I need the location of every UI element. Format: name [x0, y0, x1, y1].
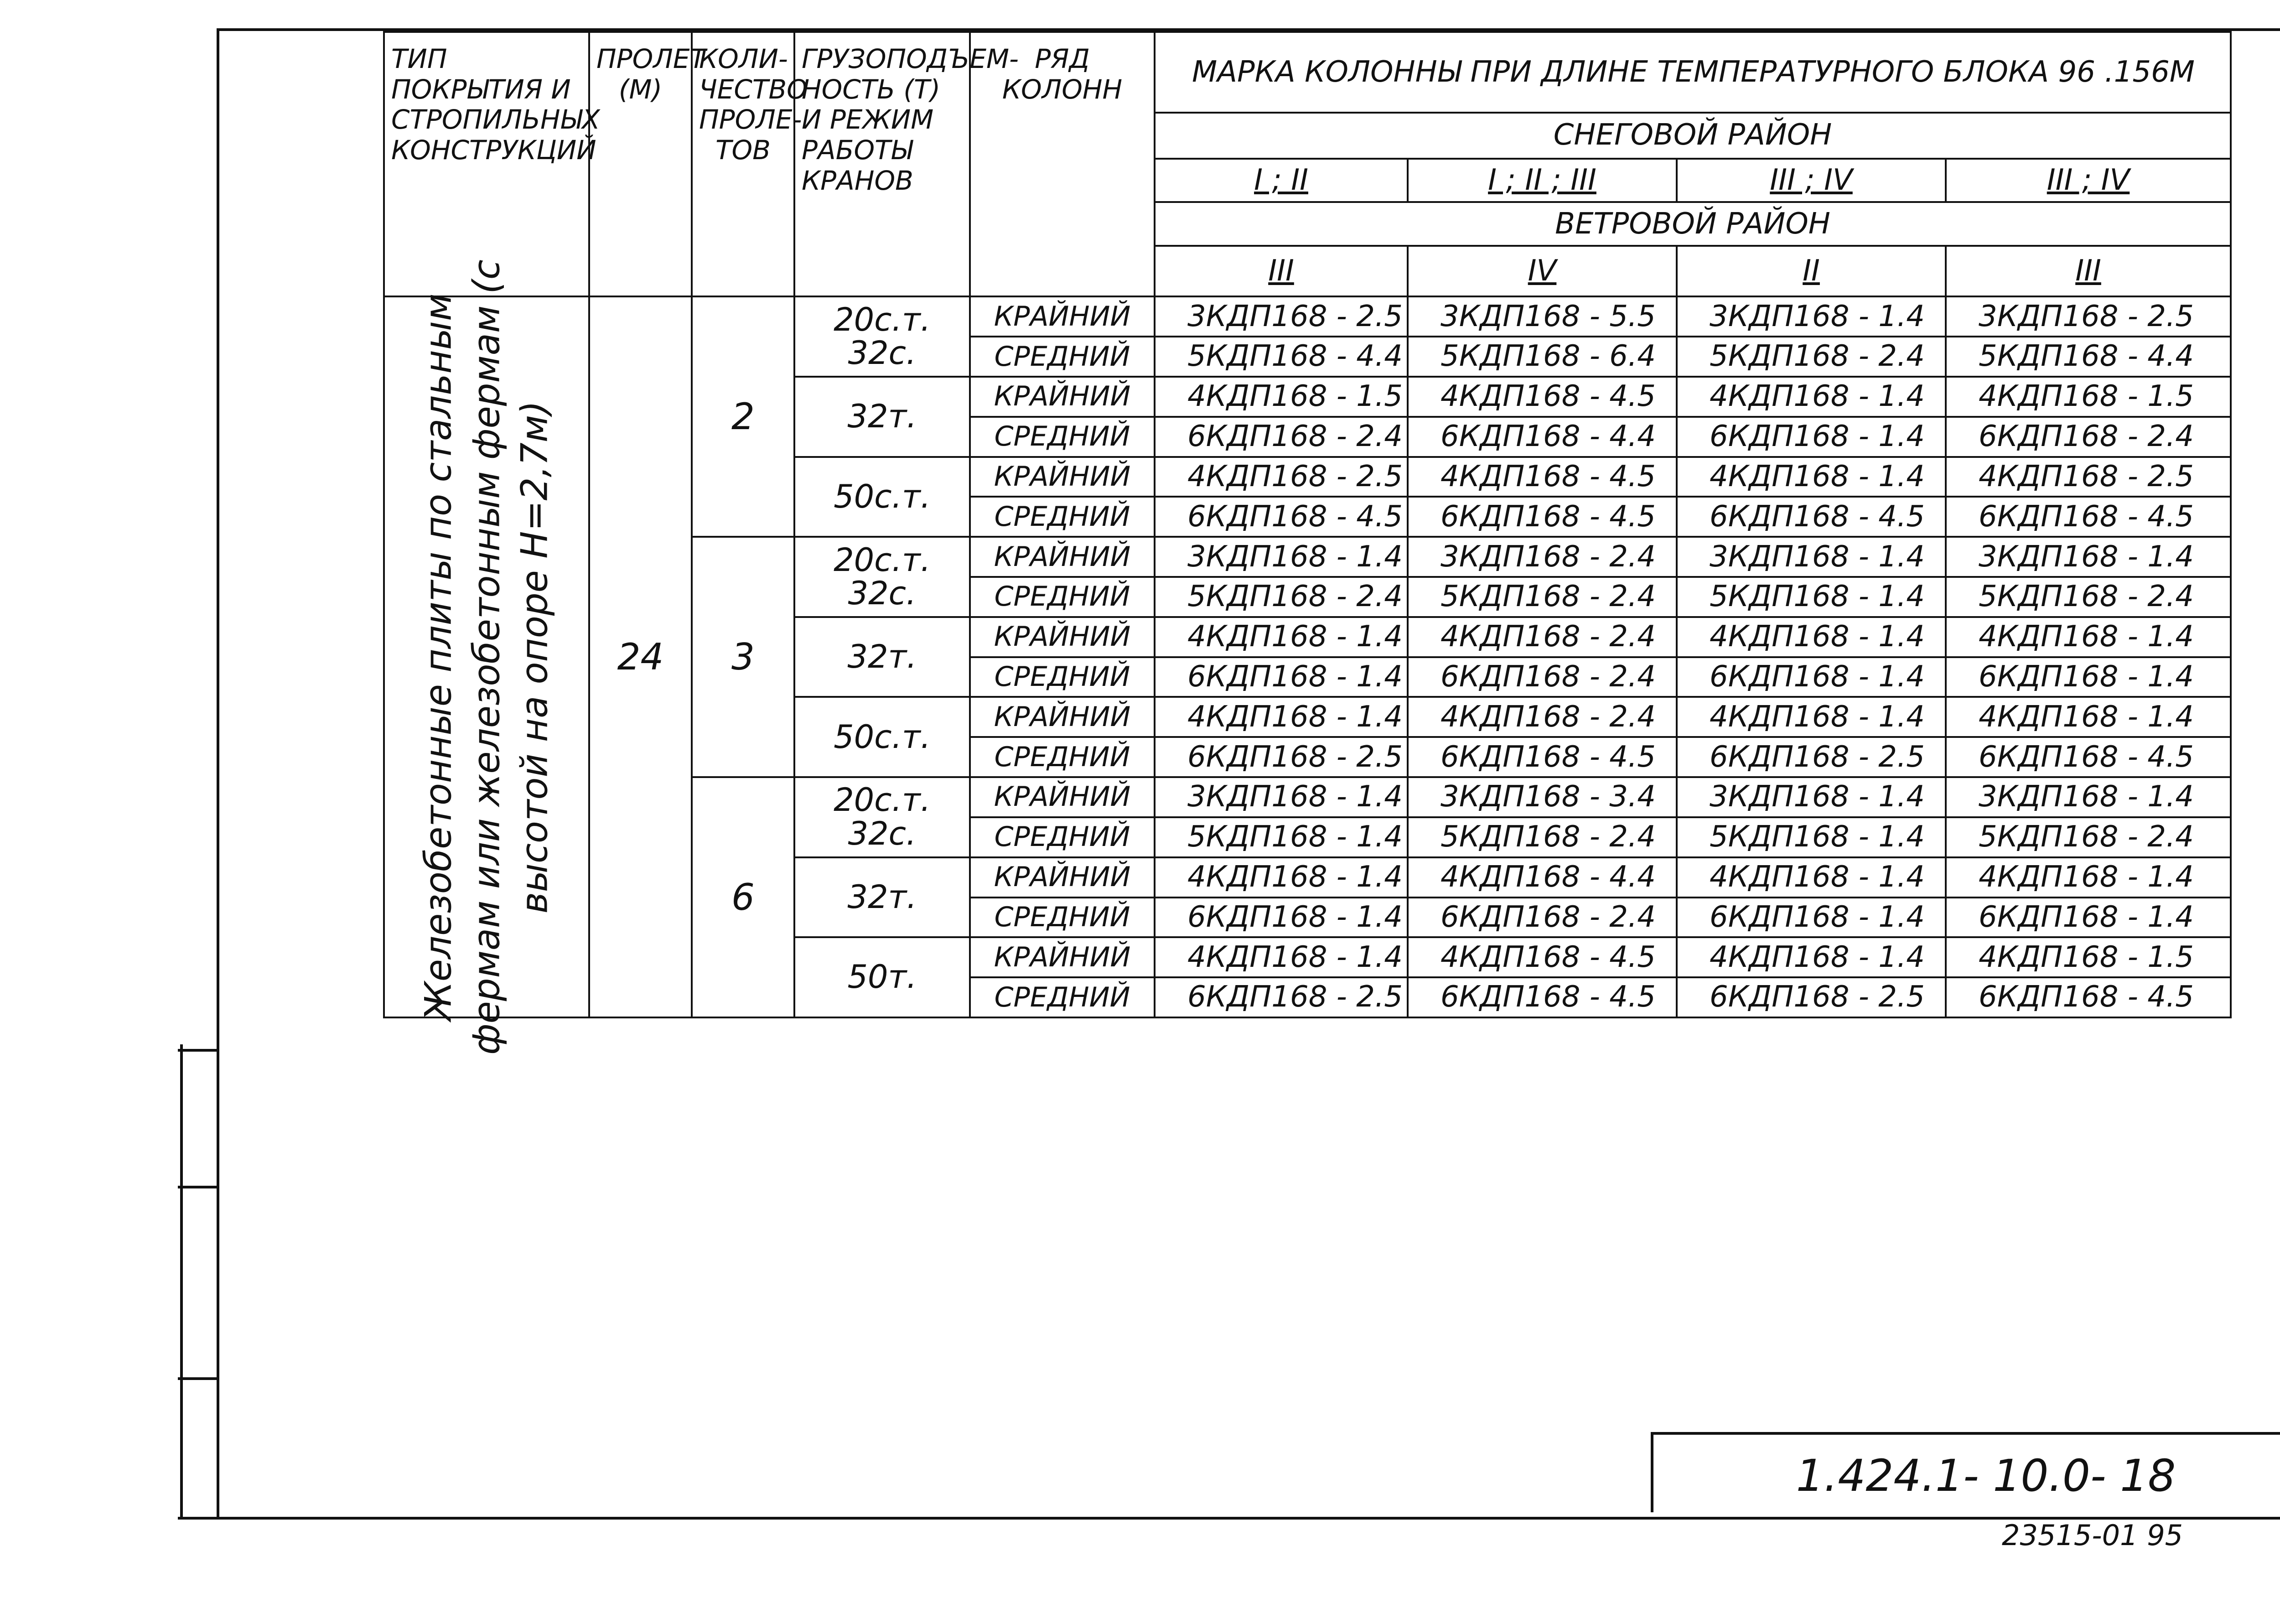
column-mark: 5КДП168 - 2.4 [1408, 577, 1677, 617]
column-mark: 6КДП168 - 1.4 [1155, 657, 1408, 697]
column-mark: 5КДП168 - 2.4 [1946, 577, 2231, 617]
column-mark: 4КДП168 - 2.5 [1155, 457, 1408, 497]
wind-group-1: III [1155, 246, 1408, 296]
crane-capacity: 20с.т. 32с. [794, 296, 970, 377]
column-mark: 3КДП168 - 1.4 [1946, 537, 2231, 577]
column-mark: 6КДП168 - 4.5 [1155, 497, 1408, 537]
column-mark: 6КДП168 - 4.5 [1408, 737, 1677, 777]
header-span: ПРОЛЕТ (М) [589, 32, 692, 296]
column-mark: 4КДП168 - 4.5 [1408, 937, 1677, 977]
column-row-label: КРАЙНИЙ [970, 697, 1155, 737]
crane-capacity: 32т. [794, 617, 970, 697]
column-mark: 6КДП168 - 4.5 [1677, 497, 1946, 537]
snow-group-2: I ; II ; III [1408, 159, 1677, 202]
column-mark: 3КДП168 - 3.4 [1408, 777, 1677, 817]
construction-type-cell [384, 259, 589, 1055]
snow-group-3: III ; IV [1677, 159, 1946, 202]
binding-strip-tick-2 [178, 1186, 219, 1188]
column-mark: 5КДП168 - 6.4 [1408, 337, 1677, 377]
column-mark: 3КДП168 - 1.4 [1946, 777, 2231, 817]
crane-capacity: 50т. [794, 937, 970, 1017]
binding-strip-line [180, 1044, 183, 1519]
column-mark: 3КДП168 - 2.5 [1946, 296, 2231, 337]
header-type: ТИП ПОКРЫТИЯ И СТРОПИЛЬНЫХ КОНСТРУКЦИЙ [384, 32, 589, 296]
column-mark: 6КДП168 - 2.4 [1155, 417, 1408, 457]
column-mark: 4КДП168 - 4.5 [1408, 377, 1677, 417]
span-count: 6 [692, 777, 794, 1017]
column-mark: 3КДП168 - 2.5 [1155, 296, 1408, 337]
column-mark: 3КДП168 - 2.4 [1408, 537, 1677, 577]
column-mark: 6КДП168 - 2.5 [1677, 977, 1946, 1017]
wind-group-4: III [1946, 246, 2231, 296]
column-mark: 4КДП168 - 1.4 [1677, 857, 1946, 898]
crane-capacity: 32т. [794, 377, 970, 457]
column-mark: 4КДП168 - 1.4 [1155, 937, 1408, 977]
header-wind-region: ВЕТРОВОЙ РАЙОН [1155, 202, 2231, 246]
column-mark: 6КДП168 - 2.5 [1155, 977, 1408, 1017]
column-row-label: СРЕДНИЙ [970, 337, 1155, 377]
column-mark: 6КДП168 - 1.4 [1946, 898, 2231, 938]
column-row-label: КРАЙНИЙ [970, 296, 1155, 337]
column-mark: 6КДП168 - 1.4 [1677, 417, 1946, 457]
snow-group-4: III ; IV [1946, 159, 2231, 202]
span-count: 2 [692, 296, 794, 537]
wind-group-2: IV [1408, 246, 1677, 296]
column-mark: 3КДП168 - 5.5 [1408, 296, 1677, 337]
column-mark: 6КДП168 - 4.5 [1946, 737, 2231, 777]
column-mark: 3КДП168 - 1.4 [1677, 296, 1946, 337]
column-mark: 4КДП168 - 4.4 [1408, 857, 1677, 898]
column-mark: 4КДП168 - 1.4 [1677, 457, 1946, 497]
span-value: 24 [589, 296, 692, 1017]
column-mark: 5КДП168 - 4.4 [1946, 337, 2231, 377]
column-mark: 4КДП168 - 4.5 [1408, 457, 1677, 497]
column-row-label: СРЕДНИЙ [970, 817, 1155, 857]
column-row-label: КРАЙНИЙ [970, 937, 1155, 977]
binding-strip-tick-1 [178, 1049, 219, 1052]
snow-group-1: I ; II [1155, 159, 1408, 202]
column-mark: 4КДП168 - 1.4 [1155, 857, 1408, 898]
column-mark: 4КДП168 - 1.4 [1946, 617, 2231, 657]
column-mark: 6КДП168 - 2.5 [1677, 737, 1946, 777]
column-row-label: КРАЙНИЙ [970, 457, 1155, 497]
column-mark: 4КДП168 - 1.4 [1677, 937, 1946, 977]
column-mark: 6КДП168 - 1.4 [1155, 898, 1408, 938]
crane-capacity: 20с.т. 32с. [794, 777, 970, 857]
column-row-label: СРЕДНИЙ [970, 417, 1155, 457]
column-row-label: СРЕДНИЙ [970, 577, 1155, 617]
column-mark: 5КДП168 - 1.4 [1155, 817, 1408, 857]
column-mark: 4КДП168 - 1.5 [1946, 377, 2231, 417]
column-mark: 6КДП168 - 4.4 [1408, 417, 1677, 457]
column-mark: 5КДП168 - 2.4 [1408, 817, 1677, 857]
column-marks-table [383, 31, 2232, 1055]
column-mark: 4КДП168 - 1.5 [1155, 377, 1408, 417]
column-mark: 3КДП168 - 1.4 [1677, 537, 1946, 577]
crane-capacity: 50с.т. [794, 457, 970, 537]
column-mark: 5КДП168 - 1.4 [1677, 577, 1946, 617]
column-mark: 6КДП168 - 2.4 [1408, 898, 1677, 938]
crane-capacity: 20с.т. 32с. [794, 537, 970, 617]
column-mark: 5КДП168 - 1.4 [1677, 817, 1946, 857]
header-row: РЯД КОЛОНН [970, 32, 1155, 296]
header-count: КОЛИ-ЧЕСТВО ПРОЛЕ-ТОВ [692, 32, 794, 296]
construction-type-text: Железобетонные плиты по стальным фермам или железобетонным фермам (с высотой на опоре H=2,7м) [417, 259, 556, 1055]
column-row-label: СРЕДНИЙ [970, 898, 1155, 938]
column-mark: 5КДП168 - 2.4 [1677, 337, 1946, 377]
wind-group-3: II [1677, 246, 1946, 296]
column-mark: 4КДП168 - 1.4 [1677, 617, 1946, 657]
column-mark: 6КДП168 - 1.4 [1946, 657, 2231, 697]
column-mark: 4КДП168 - 2.4 [1408, 617, 1677, 657]
column-row-label: СРЕДНИЙ [970, 977, 1155, 1017]
column-mark: 6КДП168 - 4.5 [1408, 497, 1677, 537]
binding-strip-tick-3 [178, 1377, 219, 1380]
column-mark: 4КДП168 - 1.4 [1155, 617, 1408, 657]
column-mark: 6КДП168 - 4.5 [1946, 497, 2231, 537]
column-mark: 4КДП168 - 1.4 [1946, 697, 2231, 737]
column-mark: 4КДП168 - 1.4 [1677, 377, 1946, 417]
column-row-label: КРАЙНИЙ [970, 777, 1155, 817]
column-mark: 6КДП168 - 4.5 [1408, 977, 1677, 1017]
table-row [384, 296, 2231, 337]
column-mark: 6КДП168 - 2.5 [1155, 737, 1408, 777]
document-code: 1.424.1- 10.0- 18 [1796, 1450, 2176, 1501]
column-mark: 6КДП168 - 4.5 [1946, 977, 2231, 1017]
column-mark: 6КДП168 - 2.4 [1946, 417, 2231, 457]
column-mark: 5КДП168 - 2.4 [1946, 817, 2231, 857]
column-mark: 6КДП168 - 2.4 [1408, 657, 1677, 697]
header-capacity: ГРУЗОПОДЪЕМ-НОСТЬ (Т) И РЕЖИМ РАБОТЫ КРАНОВ [794, 32, 970, 296]
column-mark: 6КДП168 - 1.4 [1677, 898, 1946, 938]
span-count: 3 [692, 537, 794, 777]
column-mark: 3КДП168 - 1.4 [1677, 777, 1946, 817]
column-row-label: СРЕДНИЙ [970, 497, 1155, 537]
column-mark: 3КДП168 - 1.4 [1155, 777, 1408, 817]
crane-capacity: 50с.т. [794, 697, 970, 777]
column-row-label: СРЕДНИЙ [970, 657, 1155, 697]
column-mark: 4КДП168 - 1.4 [1677, 697, 1946, 737]
column-row-label: СРЕДНИЙ [970, 737, 1155, 777]
column-mark: 5КДП168 - 4.4 [1155, 337, 1408, 377]
column-mark: 4КДП168 - 2.5 [1946, 457, 2231, 497]
column-mark: 5КДП168 - 2.4 [1155, 577, 1408, 617]
column-mark: 4КДП168 - 1.4 [1155, 697, 1408, 737]
column-row-label: КРАЙНИЙ [970, 377, 1155, 417]
column-row-label: КРАЙНИЙ [970, 857, 1155, 898]
column-mark: 3КДП168 - 1.4 [1155, 537, 1408, 577]
column-mark: 4КДП168 - 1.4 [1946, 857, 2231, 898]
frame-left-border [217, 28, 219, 1520]
column-row-label: КРАЙНИЙ [970, 617, 1155, 657]
frame-bottom-border [178, 1517, 2280, 1520]
header-mark: МАРКА КОЛОННЫ ПРИ ДЛИНЕ ТЕМПЕРАТУРНОГО БЛОКА 96 .156М [1155, 32, 2231, 113]
column-mark: 4КДП168 - 1.5 [1946, 937, 2231, 977]
column-row-label: КРАЙНИЙ [970, 537, 1155, 577]
column-mark: 4КДП168 - 2.4 [1408, 697, 1677, 737]
header-snow-region: СНЕГОВОЙ РАЙОН [1155, 113, 2231, 159]
crane-capacity: 32т. [794, 857, 970, 938]
archive-number: 23515-01 95 [2002, 1519, 2183, 1552]
column-mark: 6КДП168 - 1.4 [1677, 657, 1946, 697]
